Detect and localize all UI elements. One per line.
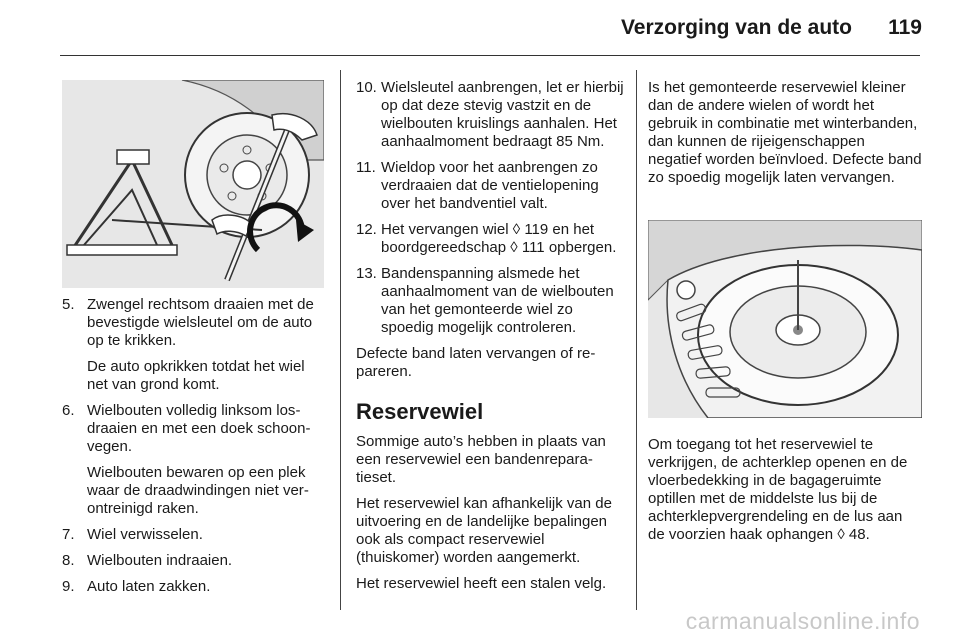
list-text: Wielbouten indraaien. — [87, 552, 233, 569]
watermark: carmanualsonline.info — [685, 608, 920, 634]
list-item — [62, 526, 324, 544]
list-text: Wiel verwisselen. — [87, 526, 203, 543]
list-item — [62, 402, 324, 518]
jack-drawing — [62, 80, 324, 288]
list-subtext: Wielbouten bewaren op een plek waar de draadwindingen niet verontreinigd raken. — [87, 464, 309, 517]
list-number: 11. — [356, 159, 376, 176]
list-item — [62, 578, 324, 596]
list-number: 9. — [62, 578, 75, 595]
column-divider-1 — [340, 70, 341, 610]
list-number: 13. — [356, 265, 377, 282]
list-text: Bandenspanning alsmede het aanhaalmoment van de wielbouten van het gemonteerde wiel zo spoedig mogelijk controleren. — [381, 265, 614, 336]
list-number: 5. — [62, 296, 75, 313]
paragraph: Sommige auto’s hebben in plaats van een reservewiel een bandenreparatieset. — [356, 433, 606, 486]
page-title: Verzorging van de auto — [620, 16, 852, 39]
list-text: Wieldop voor het aanbrengen zo verdraaien dat de ventielopening over het bandventiel valt. — [381, 159, 599, 212]
section-heading: Reservewiel — [356, 399, 484, 424]
list-item — [356, 159, 624, 213]
page-number: 119 — [888, 16, 922, 39]
list-subtext: De auto opkrikken totdat het wiel net van grond komt. — [87, 358, 305, 393]
spare-wheel-drawing — [648, 220, 922, 418]
column-right-lower — [648, 436, 922, 552]
column-middle — [356, 79, 624, 601]
paragraph: Om toegang tot het reservewiel te verkrijgen, de achterklep openen en de vloerbedekking in de bagageruimte optillen met de middelste lus bij de achterklepvergrendeling en de lus aan de voorzien haak ophangen ◊ 48. — [648, 436, 908, 543]
list-number: 10. — [356, 79, 377, 96]
list-number: 12. — [356, 221, 377, 238]
list-number: 8. — [62, 552, 75, 569]
paragraph: Het reservewiel heeft een stalen velg. — [356, 575, 607, 592]
list-number: 6. — [62, 402, 75, 419]
list-number: 7. — [62, 526, 75, 543]
list-text: Wielbouten volledig linksom losdraaien en met een doek schoonvegen. — [87, 402, 311, 455]
column-right — [648, 79, 922, 195]
list-item — [62, 296, 324, 394]
spare-wheel-illustration — [648, 220, 922, 418]
list-text: Auto laten zakken. — [87, 578, 211, 595]
column-left — [62, 296, 324, 604]
list-item — [356, 79, 624, 151]
paragraph: Het reservewiel kan afhankelijk van de uitvoering en de landelijke bepalingen ook als compact reservewiel (thuiskomer) worden aangemerkt. — [356, 495, 612, 566]
paragraph: Is het gemonteerde reservewiel kleiner dan de andere wielen of wordt het gebruik in combinatie met winterbanden, dan kunnen de rijeigenschappen negatief worden beïnvloed. Defecte band zo spoedig mogelijk laten vervangen. — [648, 79, 922, 186]
jack-illustration — [62, 80, 324, 288]
page-header — [0, 0, 960, 52]
list-item — [356, 265, 624, 337]
list-text: Wielsleutel aanbrengen, let er hierbij op dat deze stevig vastzit en de wielbouten kruislings aanhalen. Het aanhaalmoment bedraagt 85 Nm. — [381, 79, 624, 150]
paragraph: Defecte band laten vervangen of repareren. — [356, 345, 596, 380]
list-text: Het vervangen wiel ◊ 119 en het boordgereedschap ◊ 111 opbergen. — [381, 221, 617, 256]
list-item — [356, 221, 624, 257]
list-text: Zwengel rechtsom draaien met de bevestigde wielsleutel om de auto op te krikken. — [87, 296, 314, 349]
list-item — [62, 552, 324, 570]
header-divider — [60, 55, 920, 56]
column-divider-2 — [636, 70, 637, 610]
